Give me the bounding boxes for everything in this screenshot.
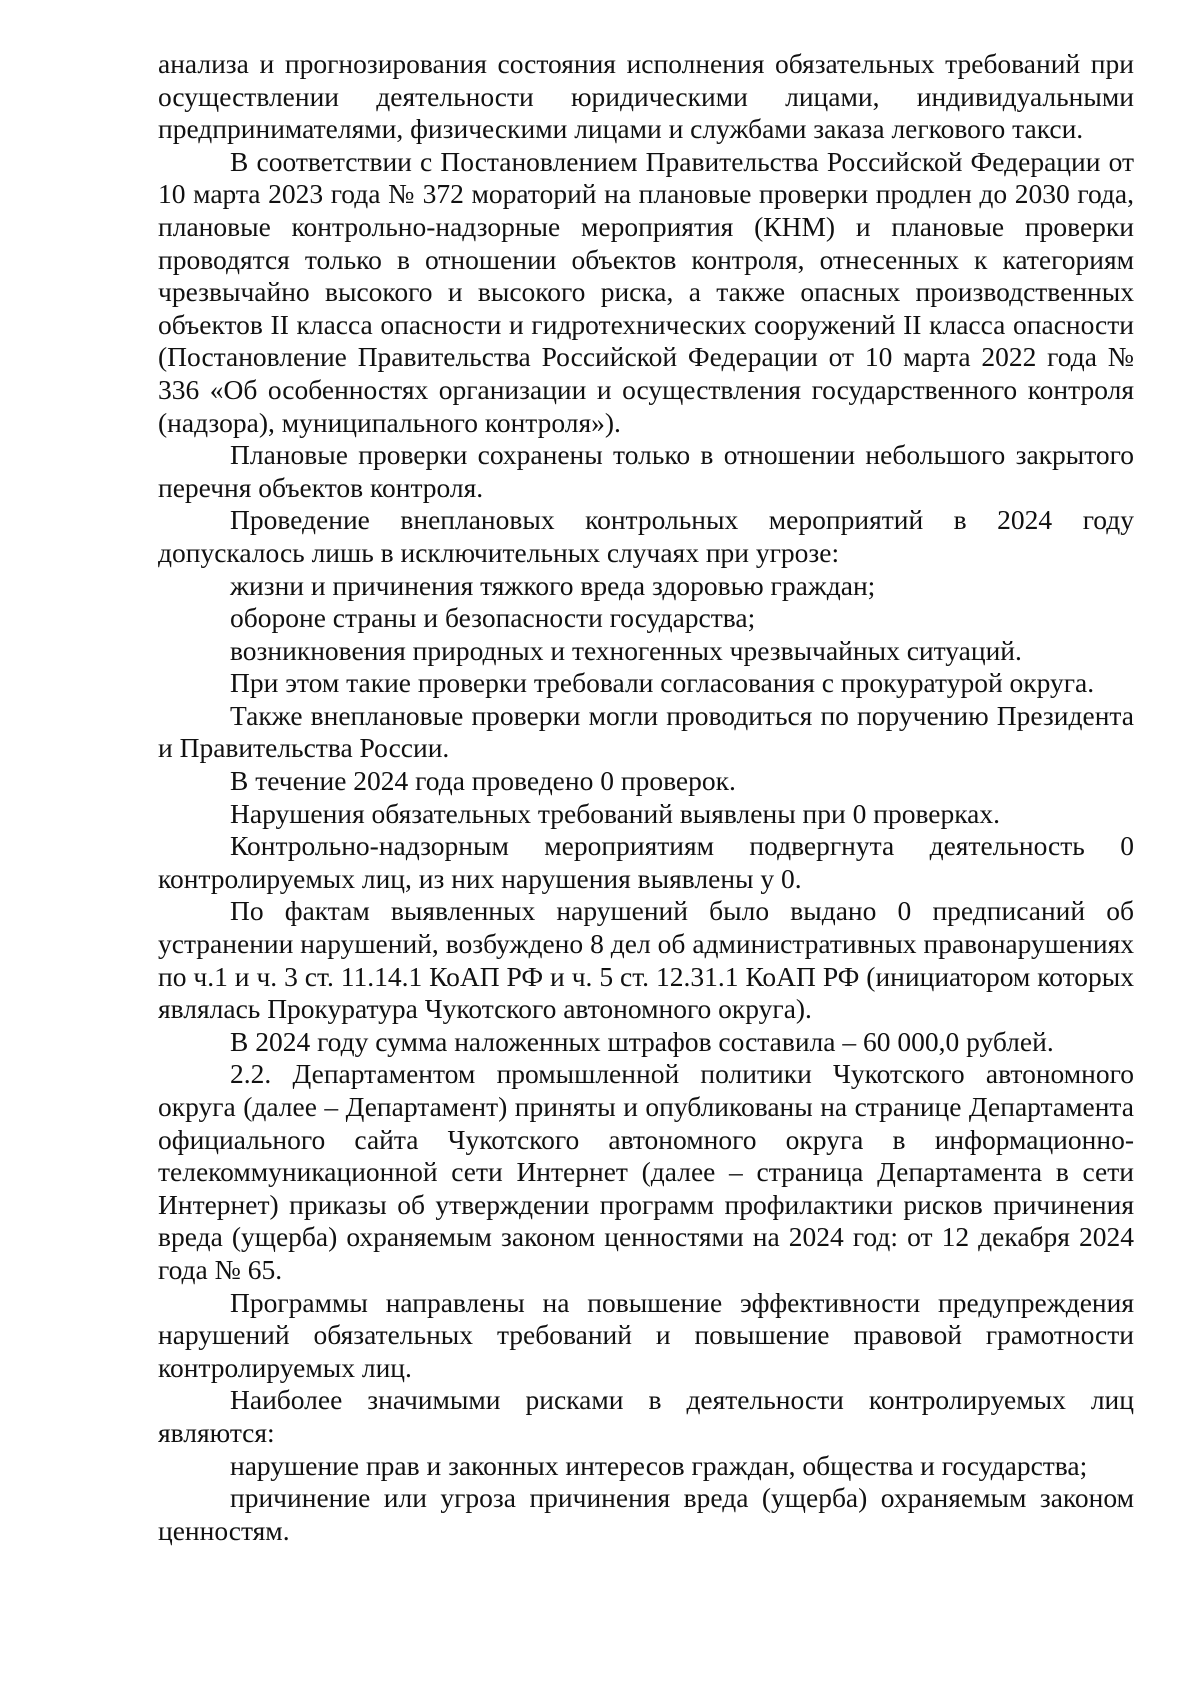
paragraph-unscheduled-inspections: Проведение внеплановых контрольных мероприятий в 2024 году допускалось лишь в исключительных случаях при угрозе: [158,504,1134,568]
paragraph-continuation: анализа и прогнозирования состояния исполнения обязательных требований при осуществлении деятельности юридическими лицами, индивидуальными предпринимателями, физическими лицами и службами заказа легкового такси. [158,48,1134,145]
paragraph-prosecutor-approval: При этом такие проверки требовали согласования с прокуратурой округа. [230,667,1095,699]
list-item-threat-defense: обороне страны и безопасности государства; [230,602,756,634]
list-item-risk-harm: причинение или угроза причинения вреда (ущерба) охраняемым законом ценностям. [158,1482,1134,1546]
paragraph-violations-count: Нарушения обязательных требований выявлены при 0 проверках. [230,797,1000,829]
paragraph-controlled-persons: Контрольно-надзорным мероприятиям подвергнута деятельность 0 контролируемых лиц, из них нарушения выявлены у 0. [158,830,1134,894]
list-item-threat-emergency: возникновения природных и техногенных чрезвычайных ситуаций. [230,634,1022,666]
document-page [158,48,1134,1547]
paragraph-prescriptions: По фактам выявленных нарушений было выдано 0 предписаний об устранении нарушений, возбуждено 8 дел об административных правонарушениях по ч.1 и ч. 3 ст. 11.14.1 КоАП РФ и ч. 5 ст. 12.31.1 КоАП РФ (инициатором которых являлась Прокуратура Чукотского автономного округа). [158,895,1134,1025]
paragraph-programs: Программы направлены на повышение эффективности предупреждения нарушений обязательных требований и повышение правовой грамотности контролируемых лиц. [158,1286,1134,1383]
paragraph-risks-intro: Наиболее значимыми рисками в деятельности контролируемых лиц являются: [158,1384,1134,1448]
paragraph-president-order: Также внеплановые проверки могли проводиться по поручению Президента и Правительства России. [158,699,1134,764]
paragraph-fines: В 2024 году сумма наложенных штрафов составила – 60 000,0 рублей. [230,1025,1054,1057]
list-item-threat-life: жизни и причинения тяжкого вреда здоровью граждан; [230,569,876,601]
paragraph-inspections-count: В течение 2024 года проведено 0 проверок. [230,765,736,797]
list-item-risk-rights: нарушение прав и законных интересов граждан, общества и государства; [230,1449,1088,1481]
paragraph-planned-inspections: Плановые проверки сохранены только в отношении небольшого закрытого перечня объектов контроля. [158,439,1134,503]
paragraph-section-2-2: 2.2. Департаментом промышленной политики Чукотского автономного округа (далее – Департамент) приняты и опубликованы на странице Департамента официального сайта Чукотского автономного округа в информационно-телекоммуникационной сети Интернет (далее – страница Департамента в сети Интернет) приказы об утверждении программ профилактики рисков причинения вреда (ущерба) охраняемым законом ценностями на 2024 год: от 12 декабря 2024 года № 65. [158,1058,1134,1285]
paragraph-moratorium: В соответствии с Постановлением Правительства Российской Федерации от 10 марта 2023 года № 372 мораторий на плановые проверки продлен до 2030 года, плановые контрольно-надзорные мероприятия (КНМ) и плановые проверки проводятся только в отношении объектов контроля, отнесенных к категориям чрезвычайно высокого и высокого риска, а также опасных производственных объектов II класса опасности и гидротехнических сооружений II класса опасности (Постановление Правительства Российской Федерации от 10 марта 2022 года № 336 «Об особенностях организации и осуществления государственного контроля (надзора), муниципального контроля»). [158,145,1134,438]
